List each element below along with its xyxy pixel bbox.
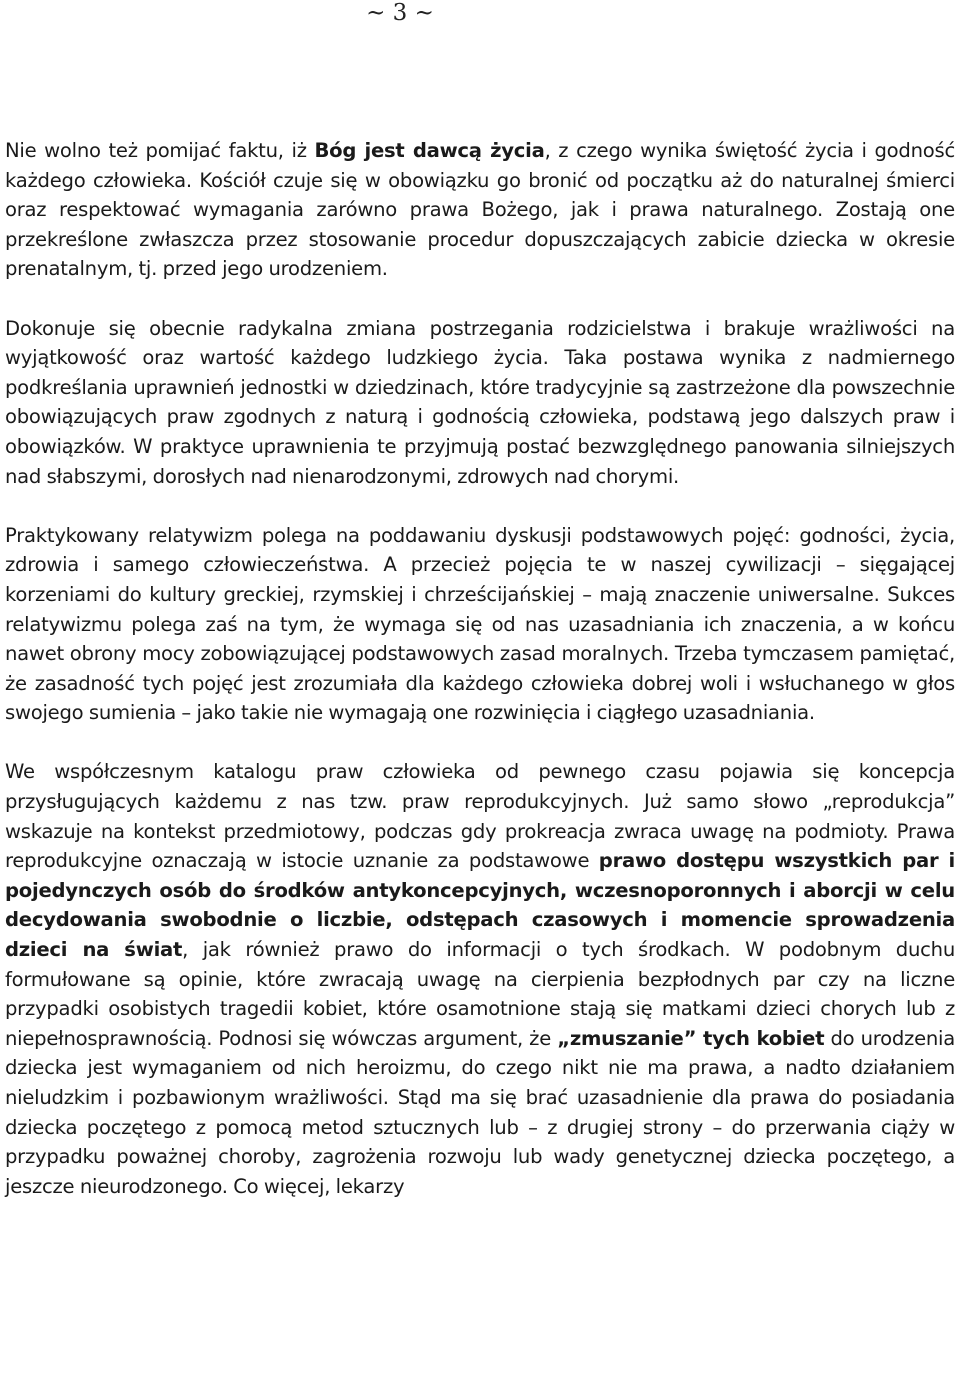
paragraph-3: [5, 521, 955, 728]
bold-phrase: Bóg jest dawcą życia: [314, 139, 545, 162]
paragraph-4: [5, 757, 955, 1201]
text-segment: , jak również prawo do informacji o tych środkach. W podobnym duchu formułowane są opinie, które zwracają uwagę na cierpienia bezpłodnych par czy na liczne przypadki osobistych tragedii kobiet, które osamotnione stają się matkami dzieci chorych lub z niepełnosprawnością. Podnosi się wówczas argument, że: [5, 938, 955, 1050]
paragraph-2: [5, 314, 955, 492]
bold-phrase: prawo dostępu wszystkich par i pojedynczych osób do środków antykoncepcyjnych, wczesnoporonnych i aborcji w celu decydowania swobodnie o liczbie, odstępach czasowych i momencie sprowadzenia dzieci na świat: [5, 849, 955, 962]
bold-phrase: „zmuszanie” tych kobiet: [557, 1026, 825, 1050]
page-number: ~ 3 ~: [366, 0, 434, 26]
paragraph-1: [5, 136, 955, 284]
text-segment: , z czego wynika świętość życia i godność każdego człowieka. Kościół czuje się w obowiązku go bronić od początku aż do naturalnej śmierci oraz respektować wymagania zarówno prawa Bożego, jak i prawa naturalnego. Zostają one przekreślone zwłaszcza przez stosowanie procedur dopuszczających zabicie dziecka w okresie prenatalnym, tj. przed jego urodzeniem.: [5, 139, 955, 281]
document-body: [5, 136, 955, 1231]
text-segment: do urodzenia dziecka jest wymaganiem od nich heroizmu, do czego nikt nie ma prawa, a nadto działaniem nieludzkim i pozbawionym wrażliwości. Stąd ma się brać uzasadnienie dla prawa do posiadania dziecka poczętego z pomocą metod sztucznych lub – z drugiej strony – do przerwania ciąży w przypadku poważnej choroby, zagrożenia rozwoju lub wady genetycznej dziecka poczętego, a jeszcze nieurodzonego. Co więcej, lekarzy: [5, 1026, 955, 1198]
text-segment: We współczesnym katalogu praw człowieka od pewnego czasu pojawia się koncepcja przysługujących każdemu z nas tzw. praw reprodukcyjnych. Już samo słowo „reprodukcja” wskazuje na kontekst przedmiotowy, podczas gdy prokreacja zwraca uwagę na podmioty. Prawa reprodukcyjne oznaczają w istocie uznanie za podstawowe: [5, 760, 955, 873]
text-segment: Praktykowany relatywizm polega na poddawaniu dyskusji podstawowych pojęć: godności, życia, zdrowia i samego człowieczeństwa. A przecież pojęcia te w naszej cywilizacji – sięgającej korzeniami do kultury greckiej, rzymskiej i chrześcijańskiej – mają znaczenie uniwersalne. Sukces relatywizmu polega zaś na tym, że wymaga się od nas uzasadniania ich znaczenia, a w końcu nawet obrony mocy zobowiązującej podstawowych zasad moralnych. Trzeba tymczasem pamiętać, że zasadność tych pojęć jest zrozumiała dla każdego człowieka dobrej woli i wsłuchanego w głos swojego sumienia – jako takie nie wymagają one rozwinięcia i ciągłego uzasadniania.: [5, 523, 955, 725]
text-segment: Dokonuje się obecnie radykalna zmiana postrzegania rodzicielstwa i brakuje wrażliwości na wyjątkowość oraz wartość każdego ludzkiego życia. Taka postawa wynika z nadmiernego podkreślania uprawnień jednostki w dziedzinach, które tradycyjnie są zastrzeżone dla powszechnie obowiązujących praw zgodnych z naturą i godnością człowieka, podstawą jego dalszych praw i obowiązków. W praktyce uprawnienia te przyjmują postać bezwzględnego panowania silniejszych nad słabszymi, dorosłych nad nienarodzonymi, zdrowych nad chorymi.: [5, 316, 955, 488]
text-segment: Nie wolno też pomijać faktu, iż: [5, 139, 315, 162]
